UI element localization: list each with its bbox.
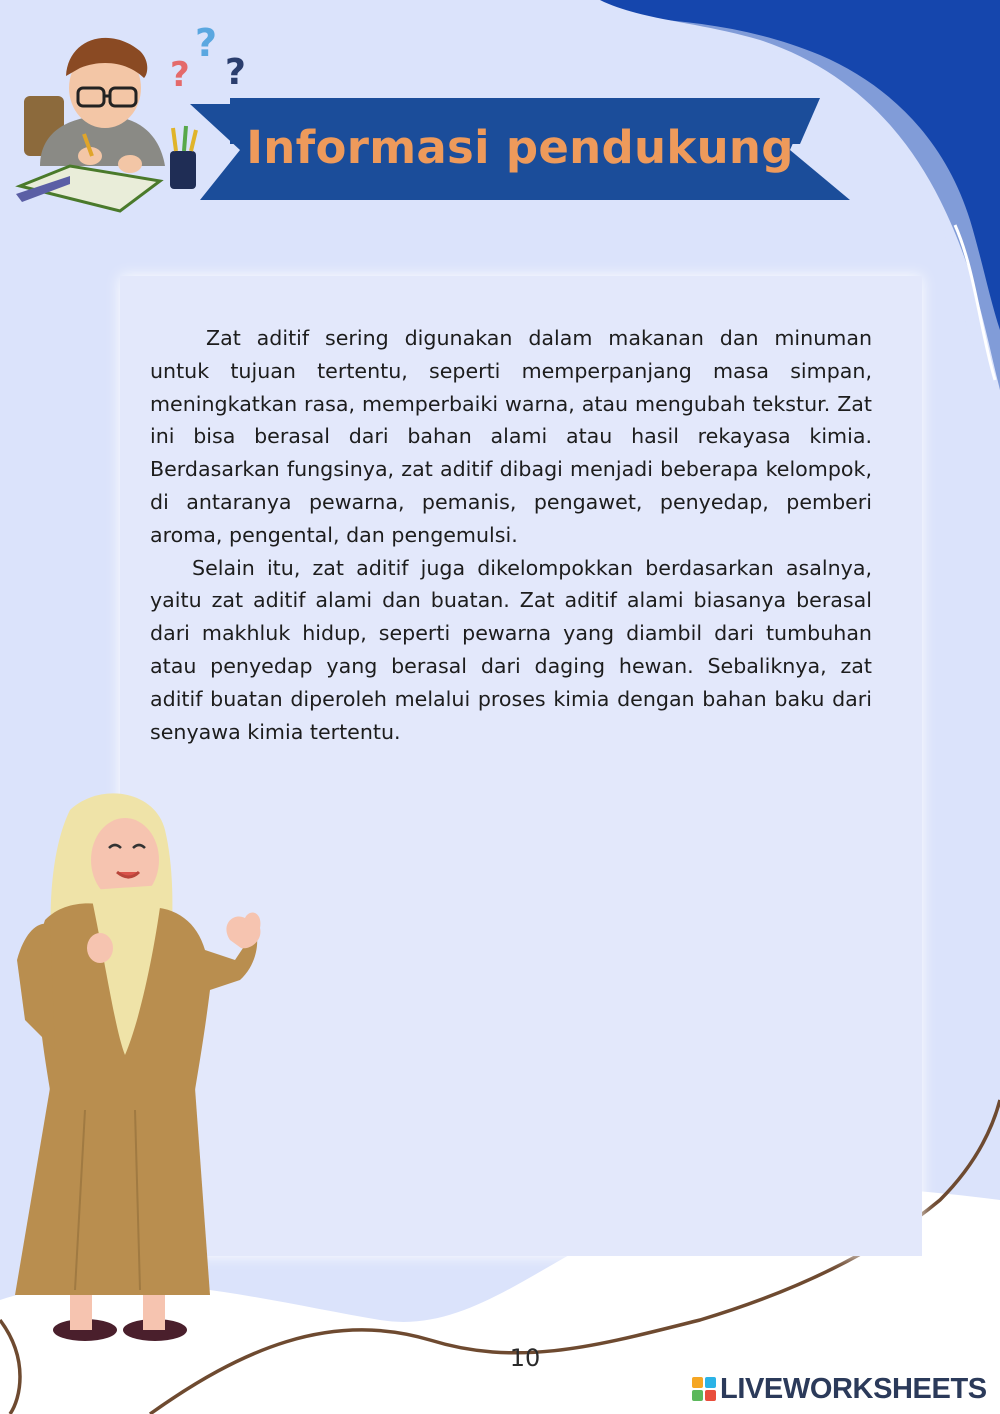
page-number: 10 [509, 1344, 541, 1372]
question-mark-icon: ? [195, 21, 218, 65]
question-mark-icon: ? [170, 55, 190, 95]
paragraph: Selain itu, zat aditif juga dikelompokkan berdasarkan asalnya, yaitu zat aditif alami dan buatan. Zat aditif alami biasanya berasal dari makhluk hidup, seperti pewarna yang diambil dari tumbuhan atau penyedap yang berasal dari daging hewan. Sebaliknya, zat aditif buatan diperoleh melalui proses kimia dengan bahan baku dari senyawa kimia tertentu. [150, 555, 872, 744]
liveworksheets-logo-icon [692, 1377, 716, 1401]
question-mark-icon: ? [225, 52, 246, 93]
body-text [150, 322, 872, 748]
student-reading-illustration [10, 16, 260, 216]
page-title: Informasi pendukung [246, 120, 794, 174]
brand-name: LIVEWORKSHEETS [720, 1372, 987, 1405]
liveworksheets-brand[interactable] [692, 1372, 987, 1406]
paragraph: Zat aditif sering digunakan dalam makanan dan minuman untuk tujuan tertentu, seperti memperpanjang masa simpan, meningkatkan rasa, memperbaiki warna, atau mengubah tekstur. Zat ini bisa berasal dari bahan alami atau hasil rekayasa kimia. Berdasarkan fungsinya, zat aditif dibagi menjadi beberapa kelompok, di antaranya pewarna, pemanis, pengawet, penyedap, pemberi aroma, pengental, dan pengemulsi. [150, 326, 872, 547]
teacher-illustration [5, 790, 265, 1350]
